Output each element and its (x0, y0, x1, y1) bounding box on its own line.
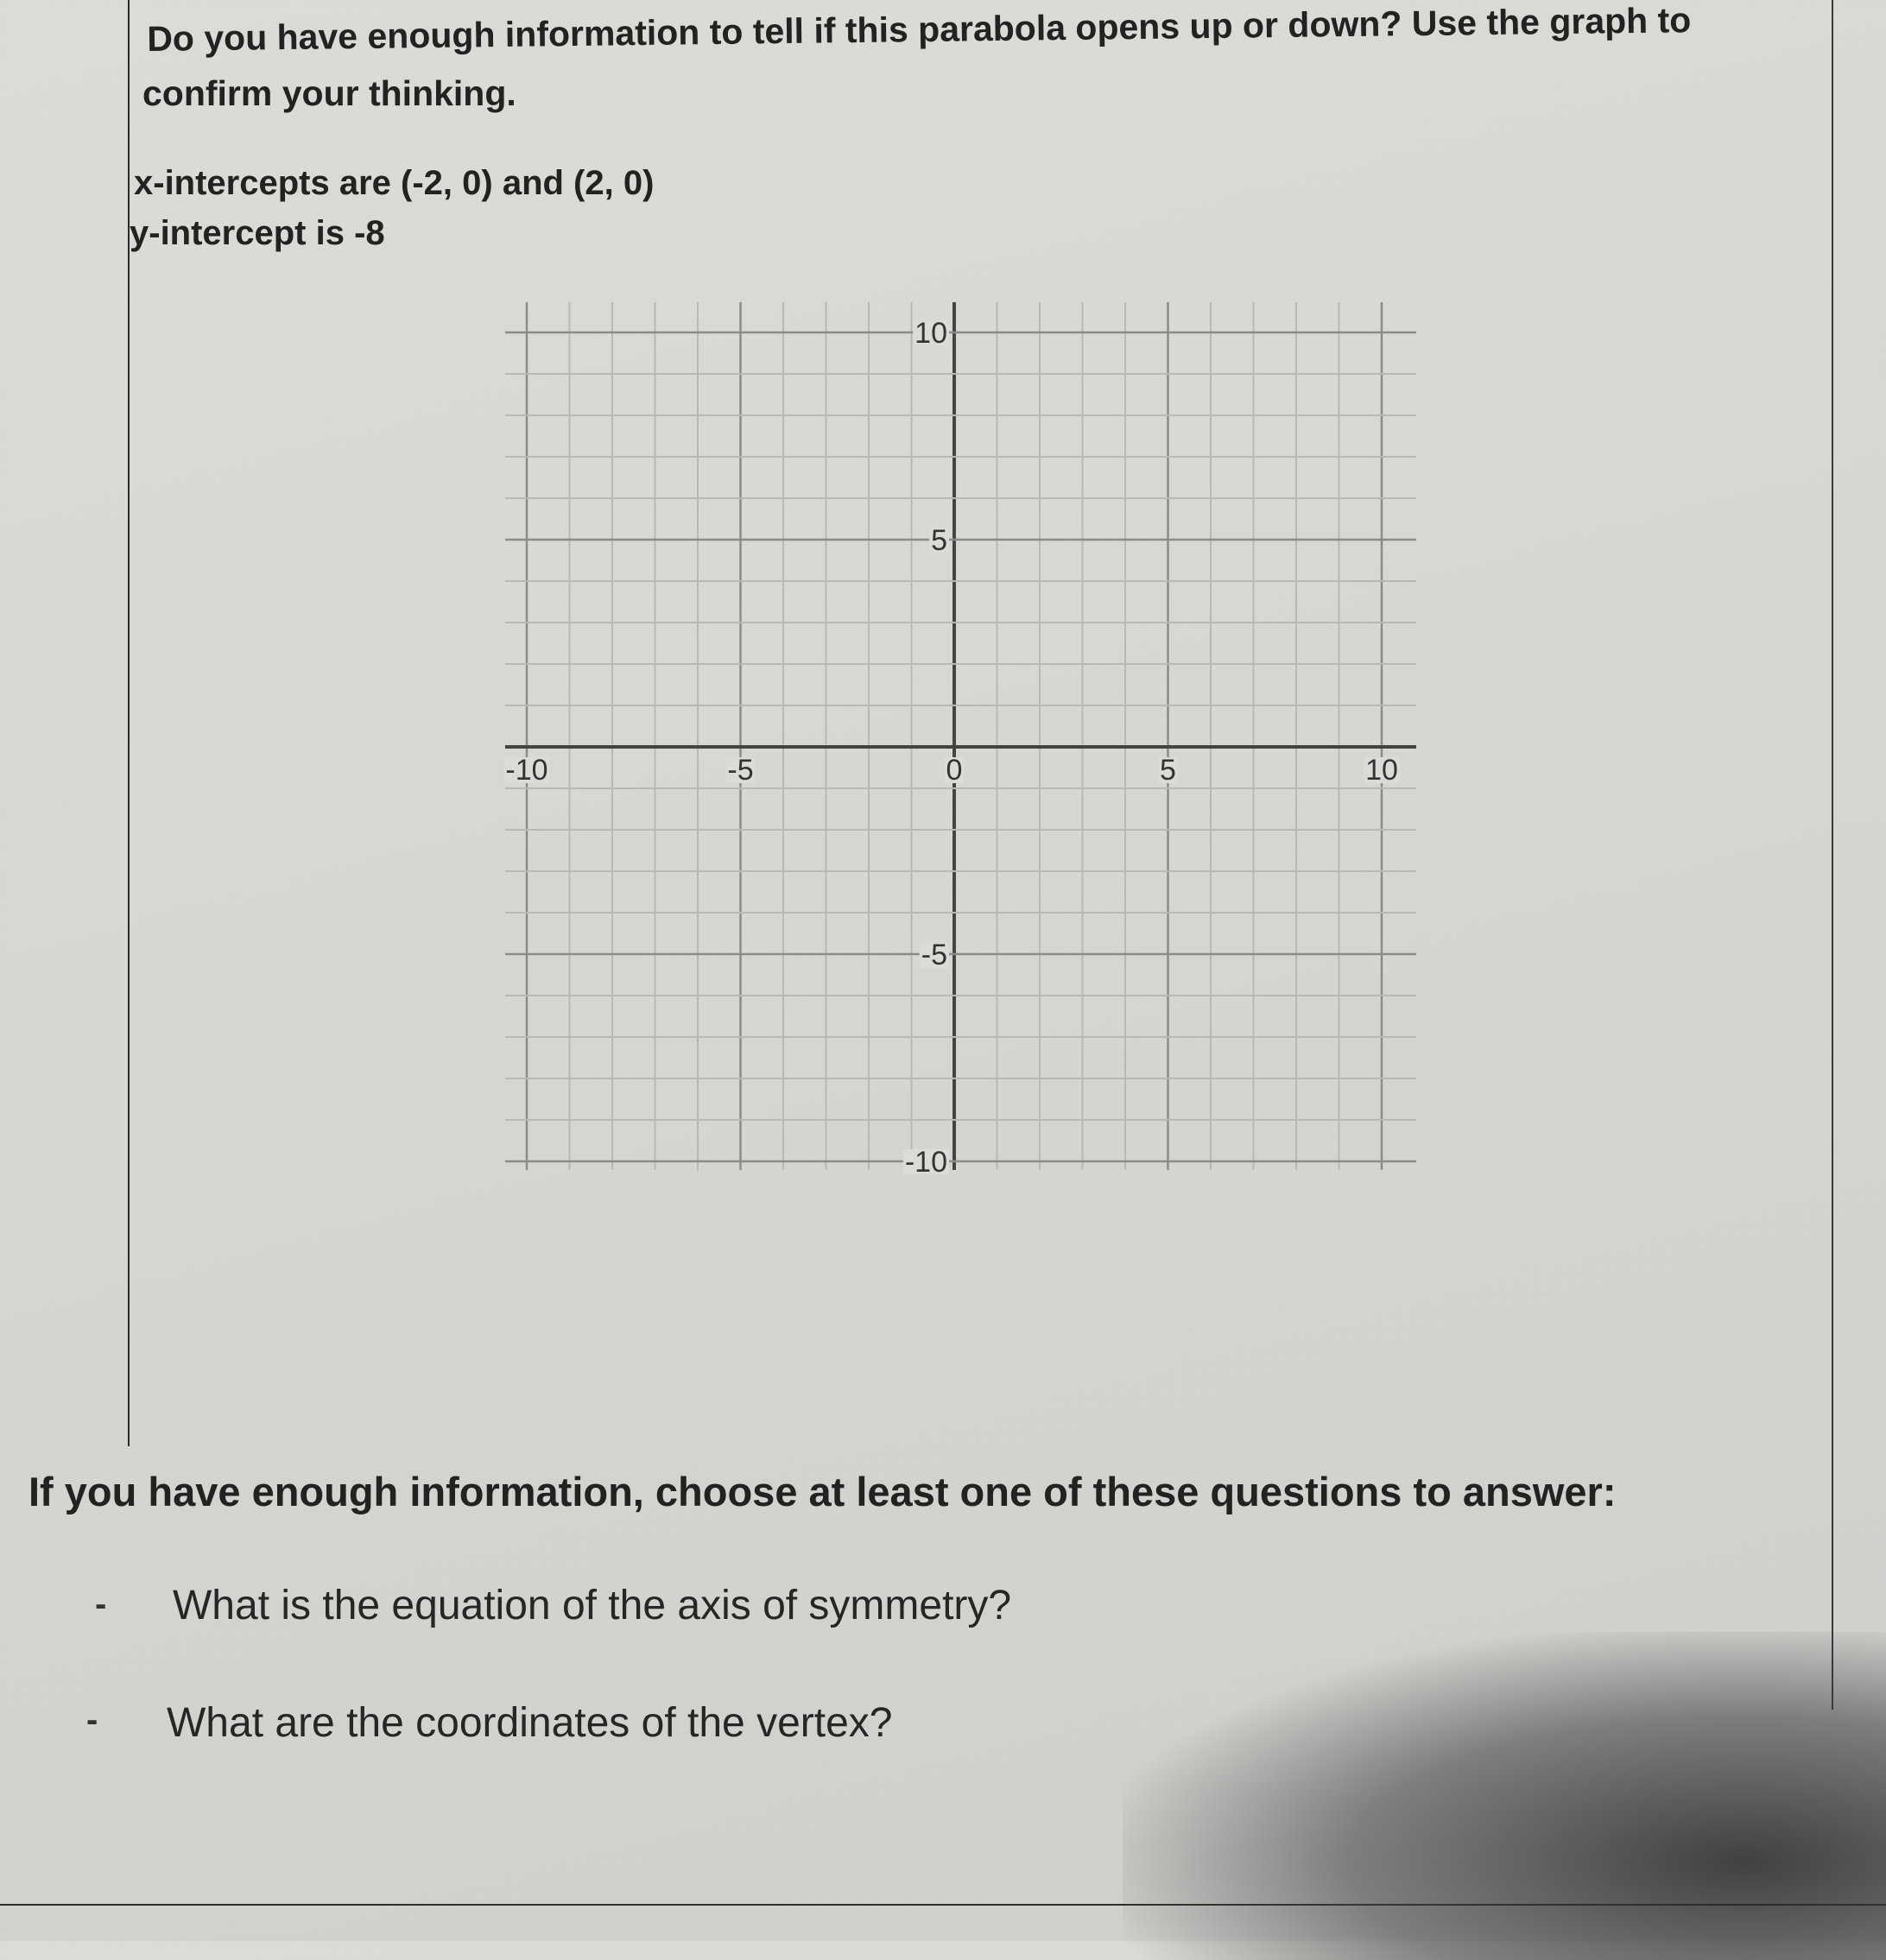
x-intercepts-text: x-intercepts are (-2, 0) and (2, 0) (134, 164, 655, 202)
x-tick-label: -5 (727, 754, 754, 787)
question-text-line-1: Do you have enough information to tell if this parabola opens up or down? Use the graph to (147, 0, 1692, 59)
bullet-dash: - (86, 1701, 98, 1739)
x-tick-label: 10 (1365, 754, 1398, 787)
x-tick-label: 0 (946, 754, 963, 787)
bullet-dash: - (95, 1585, 107, 1623)
x-tick-label: 5 (1160, 754, 1176, 787)
x-tick-label: -10 (505, 754, 548, 787)
question-text-line-2: confirm your thinking. (142, 73, 516, 113)
y-intercept-text: y-intercept is -8 (130, 214, 385, 252)
y-tick-label: -5 (921, 939, 947, 971)
y-tick-label: 10 (915, 317, 947, 350)
worksheet-right-border (1832, 0, 1833, 1710)
photo-shadow (1123, 1632, 1886, 1960)
y-tick-label: -10 (904, 1146, 947, 1174)
grid-lines (505, 302, 1416, 1170)
coordinate-grid[interactable] (484, 294, 1416, 1174)
vertex-question: What are the coordinates of the vertex? (167, 1700, 893, 1746)
worksheet-bottom-border (0, 1904, 1886, 1906)
axis-of-symmetry-question: What is the equation of the axis of symmetry? (173, 1583, 1012, 1628)
y-tick-label: 5 (931, 524, 947, 557)
answer-prompt: If you have enough information, choose at least one of these questions to answer: (28, 1469, 1617, 1514)
